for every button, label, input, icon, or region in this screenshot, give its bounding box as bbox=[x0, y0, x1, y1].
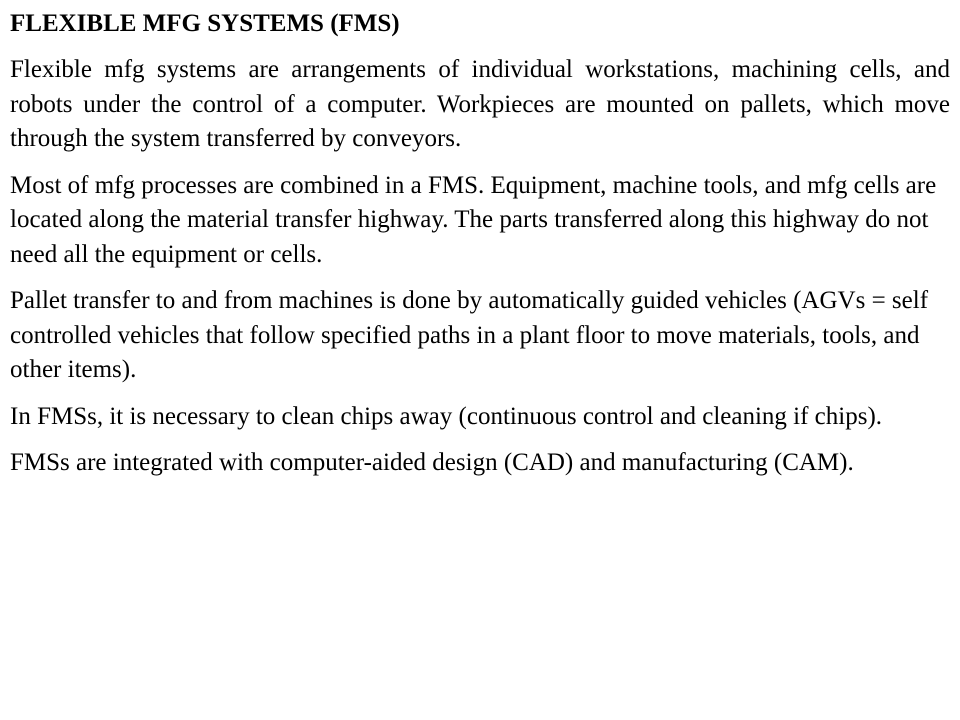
paragraph-agv-pallet-transfer: Pallet transfer to and from machines is done by automatically guided vehicles (AGVs = self controlled vehicles that follow specified paths in a plant floor to move materials, tools, and other items). bbox=[10, 287, 929, 383]
paragraph-material-transfer-highway: Most of mfg processes are combined in a FMS. Equipment, machine tools, and mfg cells are located along the material transfer highway. The parts transferred along this highway do not need all the equipment or cells. bbox=[10, 171, 937, 268]
paragraph-cad-cam-integration: FMSs are integrated with computer-aided design (CAD) and manufacturing (CAM). bbox=[10, 449, 854, 476]
paragraph-fms-definition: Flexible mfg systems are arrangements of individual workstations, machining cells, and robots under the control of a computer. Workpieces are mounted on pallets, which move through the system transferred by conveyors. bbox=[10, 56, 950, 152]
paragraph-chip-cleaning: In FMSs, it is necessary to clean chips away (continuous control and cleaning if chips). bbox=[10, 402, 883, 430]
slide-title: FLEXIBLE MFG SYSTEMS (FMS) bbox=[10, 10, 400, 37]
slide-content bbox=[10, 8, 950, 493]
